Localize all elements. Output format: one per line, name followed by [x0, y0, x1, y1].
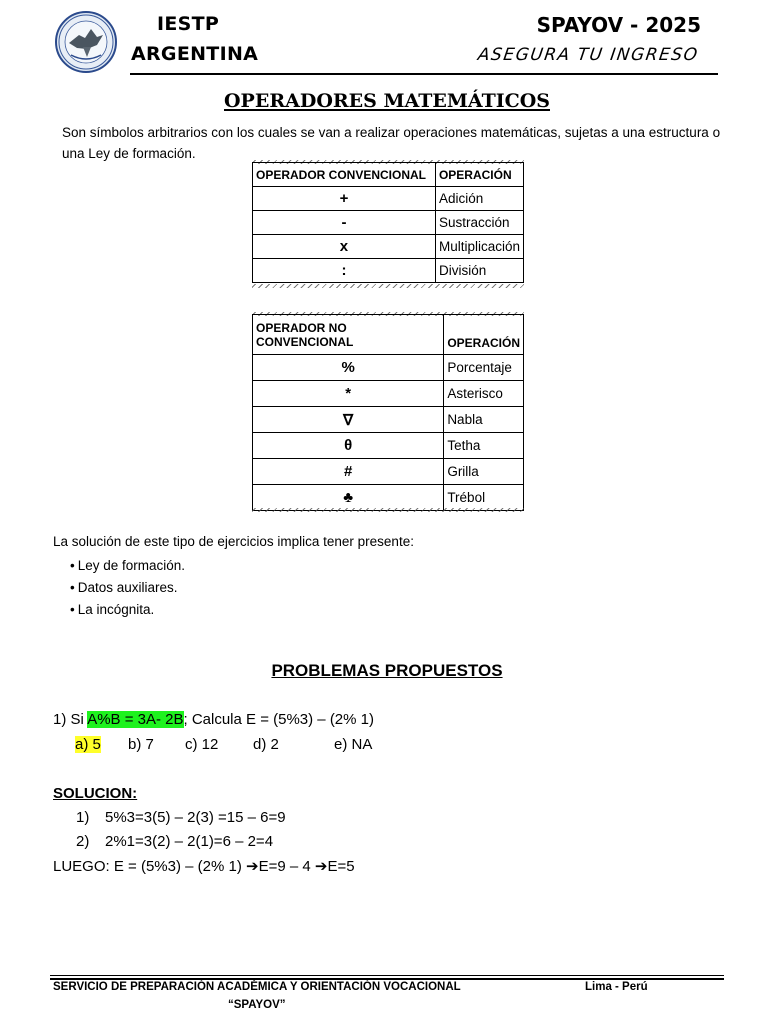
- operator-symbol: %: [253, 355, 444, 381]
- operation-name: Grilla: [444, 459, 524, 485]
- problems-title: PROBLEMAS PROPUESTOS: [271, 661, 503, 680]
- choice-c: c) 12: [185, 736, 219, 753]
- table-row: [253, 381, 524, 407]
- luego-end: E=5: [327, 858, 355, 875]
- solution-intro: La solución de este tipo de ejercicios implica tener presente:: [53, 534, 414, 549]
- operation-name: Nabla: [444, 407, 524, 433]
- step-number: 2): [76, 833, 90, 850]
- operation-name: Multiplicación: [435, 235, 523, 259]
- program-title: SPAYOV - 2025: [536, 13, 701, 37]
- problem-prefix: 1) Si: [53, 711, 88, 728]
- table-row: [253, 211, 524, 235]
- list-item: • Datos auxiliares.: [70, 577, 185, 599]
- choice-e: e) NA: [334, 736, 373, 753]
- solution-title: SOLUCION:: [53, 785, 138, 802]
- table-row: [253, 187, 524, 211]
- table-row: [253, 355, 524, 381]
- step-number: 1): [76, 809, 90, 826]
- footer-divider: [50, 975, 724, 976]
- institution-line-2: ARGENTINA: [131, 43, 259, 65]
- page-title: OPERADORES MATEMÁTICOS: [224, 90, 550, 112]
- conventional-operators-table: [252, 162, 524, 283]
- right-arrow-icon: ➔: [246, 858, 259, 875]
- table-row: [253, 459, 524, 485]
- operator-symbol: ∇: [253, 407, 444, 433]
- operator-symbol: #: [253, 459, 444, 485]
- operator-definition: A%B = 3A- 2B: [87, 711, 184, 728]
- list-item: • Ley de formación.: [70, 555, 185, 577]
- table-row: [253, 433, 524, 459]
- operator-symbol: θ: [253, 433, 444, 459]
- operator-symbol: ♣: [253, 485, 444, 511]
- operation-name: Porcentaje: [444, 355, 524, 381]
- problem-1-statement: [53, 711, 374, 728]
- operation-name: Tetha: [444, 433, 524, 459]
- institution-line-1: IESTP: [157, 13, 220, 35]
- operation-name: Trébol: [444, 485, 524, 511]
- footer-divider: [50, 978, 724, 980]
- footer-location: Lima - Perú: [585, 981, 648, 993]
- luego-prefix: LUEGO: E = (5%3) – (2% 1): [53, 858, 246, 875]
- operation-name: Asterisco: [444, 381, 524, 407]
- operator-symbol: *: [253, 381, 444, 407]
- operator-symbol: x: [253, 235, 436, 259]
- footer-spayov: “SPAYOV”: [228, 999, 286, 1011]
- eagle-logo-icon: [55, 11, 117, 73]
- problem-rest: ; Calcula E = (5%3) – (2% 1): [183, 711, 374, 728]
- operator-symbol: +: [253, 187, 436, 211]
- operation-name: División: [435, 259, 523, 283]
- choice-d: d) 2: [253, 736, 279, 753]
- bullet-list: [70, 555, 185, 621]
- operator-symbol: :: [253, 259, 436, 283]
- operation-name: Sustracción: [435, 211, 523, 235]
- step-text: 5%3=3(5) – 2(3) =15 – 6=9: [105, 809, 286, 826]
- slogan: ASEGURA TU INGRESO: [476, 45, 700, 65]
- table-header: OPERADOR NO CONVENCIONAL: [253, 315, 444, 355]
- table-wavy-border: [252, 508, 524, 512]
- table-row: [253, 407, 524, 433]
- operator-symbol: -: [253, 211, 436, 235]
- table-row: [253, 259, 524, 283]
- list-item: • La incógnita.: [70, 599, 185, 621]
- intro-paragraph: Son símbolos arbitrarios con los cuales se van a realizar operaciones matemáticas, sujetas a una estructura o una Ley de formación.: [62, 125, 721, 161]
- table-row: [253, 235, 524, 259]
- step-text: 2%1=3(2) – 2(1)=6 – 2=4: [105, 833, 274, 850]
- table-header: OPERACIÓN: [435, 163, 523, 187]
- right-arrow-icon: ➔: [314, 858, 328, 875]
- table-row: [253, 485, 524, 511]
- table-header: OPERADOR CONVENCIONAL: [253, 163, 436, 187]
- operation-name: Adición: [435, 187, 523, 211]
- choice-a: a) 5: [75, 736, 101, 753]
- luego-mid: E=9 – 4: [258, 858, 315, 875]
- nonconventional-operators-table: [252, 314, 524, 511]
- table-header: OPERACIÓN: [444, 315, 524, 355]
- header-divider: [130, 73, 718, 75]
- table-wavy-border: [252, 284, 524, 288]
- choice-b: b) 7: [128, 736, 154, 753]
- final-result: [53, 857, 355, 875]
- footer-service: SERVICIO DE PREPARACIÓN ACADÉMICA Y ORIENTACIÓN VOCACIONAL: [53, 981, 461, 993]
